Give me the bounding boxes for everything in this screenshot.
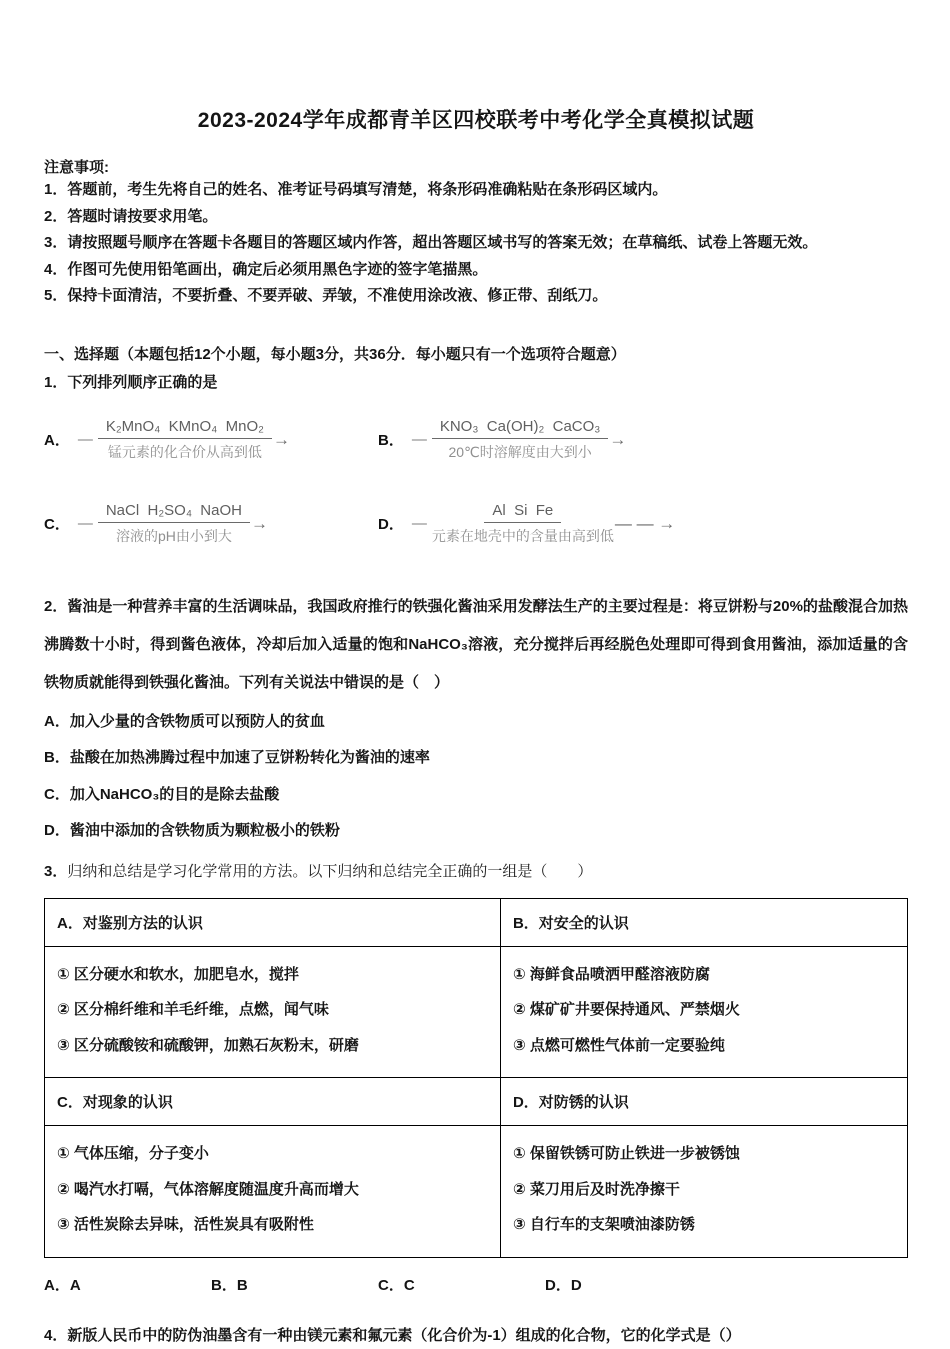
sequence-stack bbox=[98, 502, 250, 546]
notice-heading: 注意事项: bbox=[44, 159, 109, 176]
arrow-icon: — — → bbox=[614, 513, 676, 533]
table-content-row bbox=[45, 946, 908, 1078]
q3-answer-choices bbox=[44, 1274, 908, 1295]
table-content-row bbox=[45, 1126, 908, 1258]
q3-answer-a bbox=[44, 1274, 211, 1295]
table-cell-b-items bbox=[500, 946, 907, 1078]
table-cell-line: ③ 自行车的支架喷油漆防锈 bbox=[512, 1216, 695, 1233]
q3-answer-c bbox=[378, 1274, 545, 1295]
notice-item: 5．保持卡面清洁，不要折叠、不要弄破、弄皱，不准使用涂改液、修正带、刮纸刀。 bbox=[44, 287, 608, 304]
q1-option-c-label: C． bbox=[44, 516, 70, 533]
table-header-row bbox=[45, 898, 908, 946]
arrow-icon: → bbox=[609, 429, 627, 449]
table-cell-a-items bbox=[45, 946, 501, 1078]
sequence-dash: — bbox=[411, 431, 427, 448]
q1-option-d-description: 元素在地壳中的含量由高到低 bbox=[431, 527, 614, 544]
table-header-cell-d: D．对防锈的认识 bbox=[500, 1078, 907, 1126]
q1-option-c-sequence bbox=[78, 502, 268, 546]
question-1-options bbox=[44, 418, 908, 546]
answer-label: B． bbox=[211, 1276, 237, 1294]
sequence-stack bbox=[98, 418, 272, 462]
table-cell-line: ① 区分硬水和软水，加肥皂水，搅拌 bbox=[57, 965, 299, 983]
sequence-dash: — bbox=[77, 431, 93, 448]
question-2-text: 2．酱油是一种营养丰富的生活调味品，我国政府推行的铁强化酱油采用发酵法生产的主要过程是：将豆饼粉与20%的盐酸混合加热沸腾数十小时，得到酱色液体，冷却后加入适量的饱和NaHCO₃溶液，充分搅拌后再经脱色处理即可得到食用酱油，添加适量的含铁物质就能得到铁强化酱油。下列有关说法中错误的是（ ） bbox=[44, 597, 908, 691]
section-heading: 一、选择题（本题包括12个小题，每小题3分，共36分．每小题只有一个选项符合题意） bbox=[44, 345, 626, 363]
q3-number: 3． bbox=[44, 862, 68, 880]
table-header-row bbox=[45, 1078, 908, 1126]
answer-label: A． bbox=[44, 1276, 70, 1294]
table-cell-line: ② 喝汽水打嗝，气体溶解度随温度升高而增大 bbox=[57, 1180, 359, 1198]
q2-option-b: B．盐酸在加热沸腾过程中加速了豆饼粉转化为酱油的速率 bbox=[44, 749, 430, 766]
question-4-text: 4．新版人民币中的防伪油墨含有一种由镁元素和氟元素（化合价为-1）组成的化合物，它的化学式是（） bbox=[44, 1326, 741, 1344]
table-header-cell-b: B．对安全的认识 bbox=[500, 898, 907, 946]
sequence-dash: — bbox=[411, 515, 427, 532]
q1-option-a-formulas: K₂MnO₄ KMnO₄ MnO₂ bbox=[98, 418, 272, 439]
answer-value: A bbox=[69, 1276, 81, 1294]
table-header-cell-a: A．对鉴别方法的认识 bbox=[45, 898, 501, 946]
notice-item: 3．请按照题号顺序在答题卡各题目的答题区域内作答，超出答题区域书写的答案无效；在草稿纸、试卷上答题无效。 bbox=[44, 234, 818, 251]
sequence-stack bbox=[432, 502, 614, 546]
exam-title: 2023-2024学年成都青羊区四校联考中考化学全真模拟试题 bbox=[197, 109, 755, 132]
arrow-icon: → bbox=[272, 429, 290, 449]
sequence-dash: — bbox=[77, 515, 93, 532]
q1-option-a-sequence bbox=[78, 418, 290, 462]
q1-option-c bbox=[44, 502, 378, 546]
q1-option-a bbox=[44, 418, 378, 462]
arrow-icon: → bbox=[250, 513, 268, 533]
q1-option-d-label: D． bbox=[378, 516, 404, 533]
q1-option-b bbox=[378, 418, 908, 462]
table-header-cell-c: C．对现象的认识 bbox=[45, 1078, 501, 1126]
table-cell-line: ③ 活性炭除去异味，活性炭具有吸附性 bbox=[57, 1216, 314, 1233]
question-3-text bbox=[44, 858, 908, 886]
q3-stem: 归纳和总结是学习化学常用的方法。以下归纳和总结完全正确的一组是（ ） bbox=[67, 862, 593, 880]
table-cell-line: ① 气体压缩，分子变小 bbox=[57, 1145, 209, 1162]
notice-item: 2．答题时请按要求用笔。 bbox=[44, 207, 218, 225]
sequence-stack bbox=[432, 418, 609, 462]
q3-comparison-table bbox=[44, 898, 908, 1258]
answer-label: D． bbox=[545, 1276, 571, 1294]
answer-value: D bbox=[570, 1276, 582, 1294]
table-cell-line: ③ 区分硫酸铵和硫酸钾，加熟石灰粉末，研磨 bbox=[57, 1036, 359, 1054]
q1-option-a-description: 锰元素的化合价从高到低 bbox=[107, 443, 262, 460]
q1-option-b-label: B． bbox=[378, 432, 404, 449]
q3-answer-d bbox=[545, 1274, 582, 1295]
notice-list bbox=[44, 177, 908, 310]
table-cell-line: ② 菜刀用后及时洗净擦干 bbox=[512, 1180, 680, 1198]
table-cell-line: ① 海鲜食品喷洒甲醛溶液防腐 bbox=[512, 965, 710, 983]
question-2-options bbox=[44, 704, 908, 850]
q3-answer-b bbox=[211, 1274, 378, 1295]
question-1-text: 1．下列排列顺序正确的是 bbox=[44, 373, 218, 391]
q1-option-d-sequence bbox=[412, 502, 675, 546]
q2-option-c: C．加入NaHCO₃的目的是除去盐酸 bbox=[44, 785, 280, 803]
answer-value: B bbox=[236, 1276, 248, 1294]
q1-option-b-sequence bbox=[412, 418, 627, 462]
table-cell-d-items bbox=[500, 1126, 907, 1258]
q1-option-d bbox=[378, 502, 908, 546]
table-cell-line: ① 保留铁锈可防止铁进一步被锈蚀 bbox=[512, 1145, 740, 1162]
q1-option-c-formulas: NaCl H₂SO₄ NaOH bbox=[98, 502, 250, 523]
q1-option-b-formulas: KNO₃ Ca(OH)₂ CaCO₃ bbox=[432, 418, 609, 439]
q2-option-d: D．酱油中添加的含铁物质为颗粒极小的铁粉 bbox=[44, 822, 340, 839]
answer-value: C bbox=[403, 1276, 415, 1294]
q1-option-c-description: 溶液的pH由小到大 bbox=[115, 527, 232, 544]
table-cell-c-items bbox=[45, 1126, 501, 1258]
q1-option-a-label: A． bbox=[44, 432, 70, 449]
notice-item: 1．答题前，考生先将自己的姓名、准考证号码填写清楚，将条形码准确粘贴在条形码区域内。 bbox=[44, 181, 668, 198]
q2-option-a: A．加入少量的含铁物质可以预防人的贫血 bbox=[44, 712, 325, 730]
notice-item: 4．作图可先使用铅笔画出，确定后必须用黑色字迹的签字笔描黑。 bbox=[44, 260, 488, 278]
q1-option-b-description: 20℃时溶解度由大到小 bbox=[448, 443, 592, 460]
q1-option-d-formulas: Al Si Fe bbox=[484, 502, 561, 523]
table-cell-line: ② 区分棉纤维和羊毛纤维，点燃，闻气味 bbox=[57, 1001, 329, 1018]
table-cell-line: ③ 点燃可燃性气体前一定要验纯 bbox=[512, 1036, 725, 1054]
answer-label: C． bbox=[378, 1276, 404, 1294]
table-cell-line: ② 煤矿矿井要保持通风、严禁烟火 bbox=[512, 1001, 740, 1018]
